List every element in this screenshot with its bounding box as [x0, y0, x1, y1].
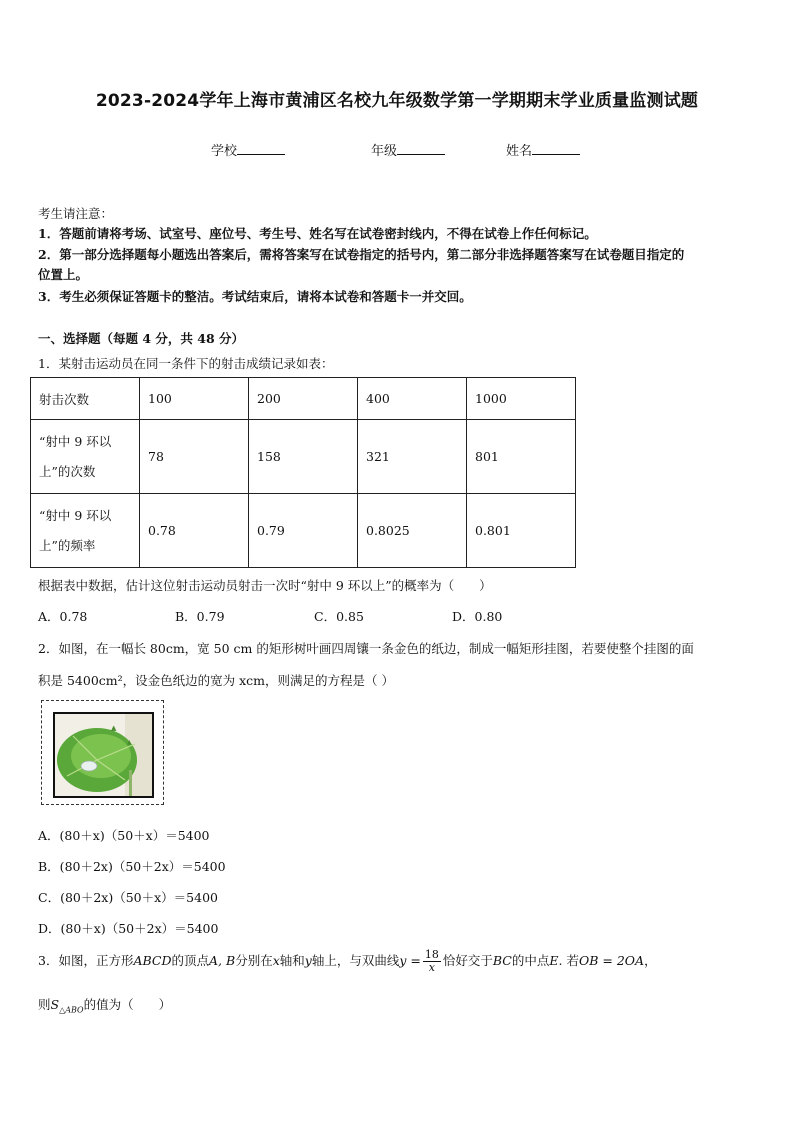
area-symbol: S: [50, 997, 60, 1012]
table-cell: 0.801: [467, 494, 576, 568]
q2-option-d: D．(80＋x)（50＋2x）＝5400: [38, 921, 219, 936]
table-cell: 400: [358, 378, 467, 420]
shooting-table: [30, 377, 576, 568]
fraction-numerator: 18: [424, 948, 439, 961]
q3-math: y: [304, 953, 312, 968]
table-cell: 78: [140, 420, 249, 494]
name-label: 姓名: [506, 144, 533, 159]
cell-line: “射中 9 环以: [39, 433, 112, 449]
name-blank: [532, 141, 580, 155]
q3-text: 恰好交于: [442, 953, 493, 968]
q2-option-b: B．(80＋2x)（50＋2x）＝5400: [38, 859, 226, 874]
q3-text: 的顶点: [171, 953, 210, 968]
grade-blank: [397, 141, 445, 155]
q1-option-b: B．0.79: [175, 609, 225, 624]
notice-item: 2．第一部分选择题每小题选出答案后，需将答案写在试卷指定的括号内，第二部分非选择题答案写在试卷题目指定的: [38, 247, 685, 262]
table-cell: 321: [358, 420, 467, 494]
q2-stem-line1: 2．如图，在一幅长 80cm，宽 50 cm 的矩形树叶画四周镶一条金色的纸边，制成一幅矩形挂图，若要使整个挂图的面: [38, 641, 694, 656]
table-cell: [31, 494, 140, 568]
q3-stem-line2: [38, 995, 171, 1015]
school-label: 学校: [211, 144, 238, 159]
table-cell: 0.78: [140, 494, 249, 568]
table-row: [31, 420, 576, 494]
leaf-icon: [55, 714, 152, 796]
q3-text: 轴和: [279, 953, 305, 968]
page-title: 2023-2024学年上海市黄浦区名校九年级数学第一学期期末学业质量监测试题: [95, 91, 699, 111]
q3-text: 的中点: [511, 953, 550, 968]
section-heading: 一、选择题（每题 4 分，共 48 分）: [38, 331, 245, 346]
q2-stem-line2: 积是 5400cm²，设金色纸边的宽为 xcm，则满足的方程是（ ）: [38, 673, 395, 688]
q3-text: 轴上，与双曲线: [311, 953, 400, 968]
table-cell: 0.79: [249, 494, 358, 568]
q2-option-a: A．(80＋x)（50＋x）＝5400: [38, 828, 210, 843]
table-cell: 200: [249, 378, 358, 420]
q3-text: 分别在: [235, 953, 273, 968]
grade-field: [371, 140, 445, 159]
fraction-denominator: x: [428, 961, 435, 974]
leaf-picture: [53, 712, 154, 798]
area-subscript: △ABO: [59, 1005, 84, 1015]
q3-stem-line1: [38, 948, 657, 974]
q3-math: y =: [399, 953, 421, 968]
q1-option-d: D．0.80: [452, 609, 503, 624]
table-row: [31, 494, 576, 568]
table-cell: [31, 420, 140, 494]
q3-math: OB = 2OA: [578, 953, 645, 968]
q3-math: E: [549, 953, 559, 968]
notice-heading: 考生请注意：: [38, 206, 114, 221]
grade-label: 年级: [371, 144, 398, 159]
svg-text:▲: ▲: [111, 724, 117, 732]
q3-text: . 若: [558, 953, 579, 968]
table-cell: 射击次数: [31, 378, 140, 420]
notice-item: 位置上。: [38, 267, 89, 282]
q1-option-a: A．0.78: [38, 609, 88, 624]
table-cell: 801: [467, 420, 576, 494]
q1-option-c: C．0.85: [314, 609, 364, 624]
table-cell: 0.8025: [358, 494, 467, 568]
table-cell: 158: [249, 420, 358, 494]
table-cell: 100: [140, 378, 249, 420]
q3-text: ，: [644, 953, 657, 968]
q1-stem: 1．某射击运动员在同一条件下的射击成绩记录如表：: [38, 356, 334, 371]
table-row: [31, 378, 576, 420]
cell-line: 上”的频率: [39, 537, 96, 553]
q2-option-c: C．(80＋2x)（50＋x）＝5400: [38, 890, 218, 905]
q3-math: BC: [492, 953, 512, 968]
cell-line: “射中 9 环以: [39, 507, 112, 523]
svg-text:▲: ▲: [127, 739, 132, 746]
notice-item: 3．考生必须保证答题卡的整洁。考试结束后，请将本试卷和答题卡一并交回。: [38, 289, 472, 304]
table-cell: 1000: [467, 378, 576, 420]
q3-math: A, B: [209, 953, 236, 968]
q1-question: 根据表中数据，估计这位射击运动员射击一次时“射中 9 环以上”的概率为（ ）: [38, 578, 492, 593]
q3-text: 则: [38, 997, 51, 1012]
school-blank: [237, 141, 285, 155]
q3-text: 的值为（ ）: [83, 997, 172, 1012]
notice-item: 1．答题前请将考场、试室号、座位号、考生号、姓名写在试卷密封线内，不得在试卷上作任何标记。: [38, 226, 597, 241]
q3-math: x: [272, 953, 280, 968]
hyperbola-fraction: [423, 949, 441, 974]
school-field: [211, 140, 285, 159]
q3-math: ABCD: [133, 953, 172, 968]
name-field: [506, 140, 580, 159]
cell-line: 上”的次数: [39, 463, 96, 479]
q3-text: 3．如图，正方形: [38, 953, 134, 968]
leaf-picture-frame: [41, 700, 164, 805]
